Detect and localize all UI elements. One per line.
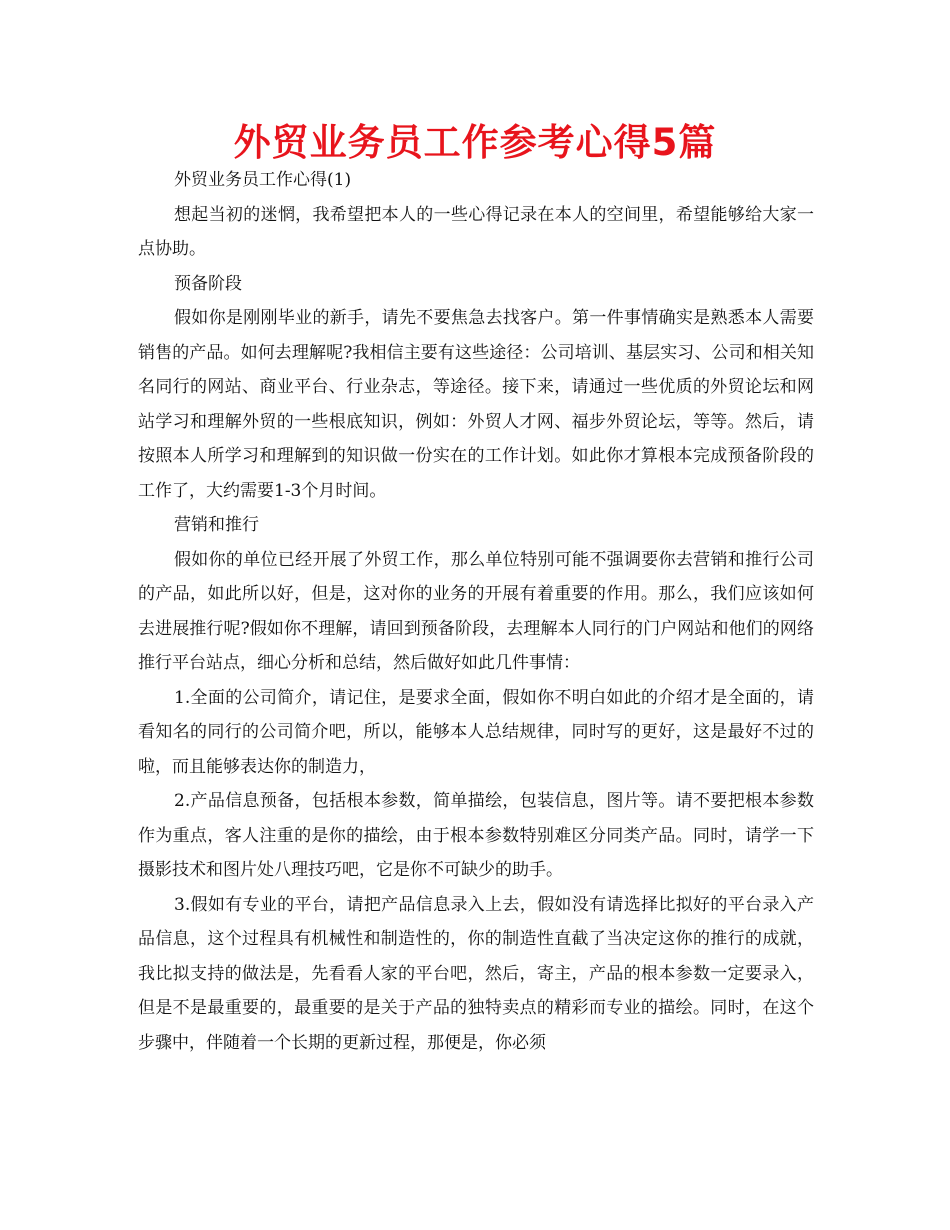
section-heading-preparation: 预备阶段 xyxy=(174,273,242,294)
document-title: 外贸业务员工作参考心得5篇 xyxy=(233,121,717,164)
document-body xyxy=(138,163,814,1060)
list-item-2: 2.产品信息预备，包括根本参数，简单描绘，包装信息，图片等。请不要把根本参数作为重点，客人注重的是你的描绘，由于根本参数特别难区分同类产品。同时，请学一下摄影技术和图片处八理技巧吧，它是你不可缺少的助手。 xyxy=(138,791,814,880)
marketing-paragraph: 假如你的单位已经开展了外贸工作，那么单位特别可能不强调要你去营销和推行公司的产品，如此所以好，但是，这对你的业务的开展有着重要的作用。那么，我们应该如何去进展推行呢?假如你不理解，请回到预备阶段，去理解本人同行的门户网站和他们的网络推行平台站点，细心分析和总结，然后做好如此几件事情： xyxy=(138,549,814,673)
section-heading-marketing: 营销和推行 xyxy=(174,515,259,535)
list-item-1: 1.全面的公司简介，请记住，是要求全面，假如你不明白如此的介绍才是全面的，请看知名的同行的公司简介吧，所以，能够本人总结规律，同时写的更好，这是最好不过的啦，而且能够表达你的制造力， xyxy=(138,687,814,777)
subtitle-paragraph: 外贸业务员工作心得(1) xyxy=(174,170,352,190)
intro-paragraph: 想起当初的迷惘，我希望把本人的一些心得记录在本人的空间里，希望能够给大家一点协助。 xyxy=(138,204,814,259)
preparation-paragraph: 假如你是刚刚毕业的新手，请先不要焦急去找客户。第一件事情确实是熟悉本人需要销售的产品。如何去理解呢?我相信主要有这些途径：公司培训、基层实习、公司和相关知名同行的网站、商业平台、行业杂志，等途径。接下来，请通过一些优质的外贸论坛和网站学习和理解外贸的一些根底知识，例如：外贸人才网、福步外贸论坛，等等。然后，请按照本人所学习和理解到的知识做一份实在的工作计划。如此你才算根本完成预备阶段的工作了，大约需要1-3个月时间。 xyxy=(138,308,814,501)
list-item-3: 3.假如有专业的平台，请把产品信息录入上去，假如没有请选择比拟好的平台录入产品信息，这个过程具有机械性和制造性的，你的制造性直截了当决定这你的推行的成就，我比拟支持的做法是，先看看人家的平台吧，然后，寄主，产品的根本参数一定要录入，但是不是最重要的，最重要的是关于产品的独特卖点的精彩而专业的描绘。同时，在这个步骤中，伴随着一个长期的更新过程，那便是，你必须 xyxy=(138,894,814,1053)
